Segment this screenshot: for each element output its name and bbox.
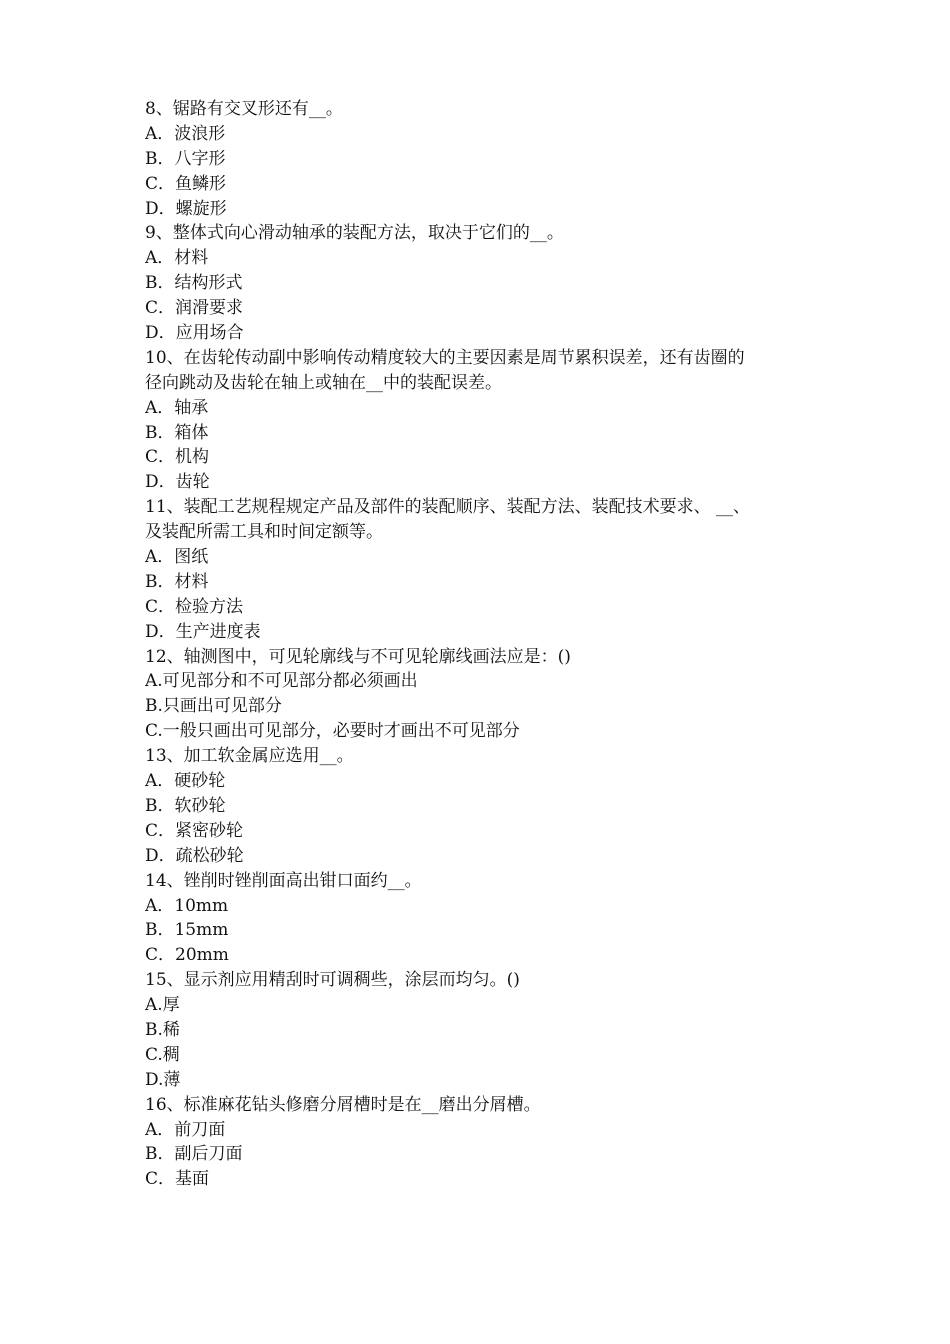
question-16-text: 16、标准麻花钻头修磨分屑槽时是在__磨出分屑槽。: [145, 1094, 541, 1115]
option-10-a: A．轴承: [145, 397, 209, 418]
question-11-text-cont: 及装配所需工具和时间定额等。: [145, 522, 383, 543]
option-12-c: C.一般只画出可见部分，必要时才画出不可见部分: [145, 721, 520, 742]
option-9-c: C．润滑要求: [145, 298, 244, 319]
question-10-text-cont: 径向跳动及齿轮在轴上或轴在__中的装配误差。: [145, 372, 502, 393]
question-8-text: 8、锯路有交叉形还有__。: [145, 99, 343, 119]
option-13-c: C．紧密砂轮: [145, 820, 244, 841]
option-9-a: A．材料: [145, 248, 209, 269]
option-12-a: A.可见部分和不可见部分都必须画出: [145, 671, 418, 692]
question-9-text: 9、整体式向心滑动轴承的装配方法，取决于它们的__。: [145, 223, 564, 244]
option-15-b: B.稀: [145, 1019, 180, 1040]
option-11-a: A．图纸: [145, 547, 209, 568]
option-15-d: D.薄: [145, 1069, 181, 1090]
question-12-text: 12、轴测图中，可见轮廓线与不可见轮廓线画法应是：(): [145, 646, 571, 667]
option-8-b: B．八字形: [145, 148, 226, 169]
option-8-a: A．波浪形: [145, 123, 226, 144]
option-16-a: A．前刀面: [145, 1119, 226, 1140]
option-15-c: C.稠: [145, 1044, 180, 1065]
option-10-b: B．箱体: [145, 422, 209, 443]
option-9-b: B．结构形式: [145, 273, 243, 294]
question-14-text: 14、锉削时锉削面高出钳口面约__。: [145, 870, 422, 891]
option-11-c: C．检验方法: [145, 596, 244, 617]
option-16-c: C．基面: [145, 1169, 210, 1190]
question-10-text: 10、在齿轮传动副中影响传动精度较大的主要因素是周节累积误差，还有齿圈的: [145, 347, 745, 368]
option-14-a: A．10mm: [145, 895, 229, 916]
option-10-d: D．齿轮: [145, 472, 210, 493]
option-11-b: B．材料: [145, 571, 209, 592]
option-13-a: A．硬砂轮: [145, 771, 226, 792]
option-14-c: C．20mm: [145, 945, 229, 966]
option-8-d: D．螺旋形: [145, 198, 227, 219]
option-13-d: D．疏松砂轮: [145, 845, 244, 866]
question-15-text: 15、显示剂应用精刮时可调稠些，涂层而均匀。(): [145, 970, 520, 991]
option-12-b: B.只画出可见部分: [145, 696, 282, 717]
option-13-b: B．软砂轮: [145, 795, 226, 816]
option-15-a: A.厚: [145, 995, 180, 1016]
question-11-text: 11、装配工艺规程规定产品及部件的装配顺序、装配方法、装配技术要求、 __、: [145, 497, 751, 518]
question-13-text: 13、加工软金属应选用__。: [145, 746, 354, 767]
option-14-b: B．15mm: [145, 920, 229, 941]
option-16-b: B．副后刀面: [145, 1144, 243, 1165]
option-8-c: C．鱼鳞形: [145, 173, 227, 194]
option-11-d: D．生产进度表: [145, 621, 261, 642]
document-page: [145, 97, 815, 1192]
option-9-d: D．应用场合: [145, 323, 244, 344]
option-10-c: C．机构: [145, 447, 210, 468]
